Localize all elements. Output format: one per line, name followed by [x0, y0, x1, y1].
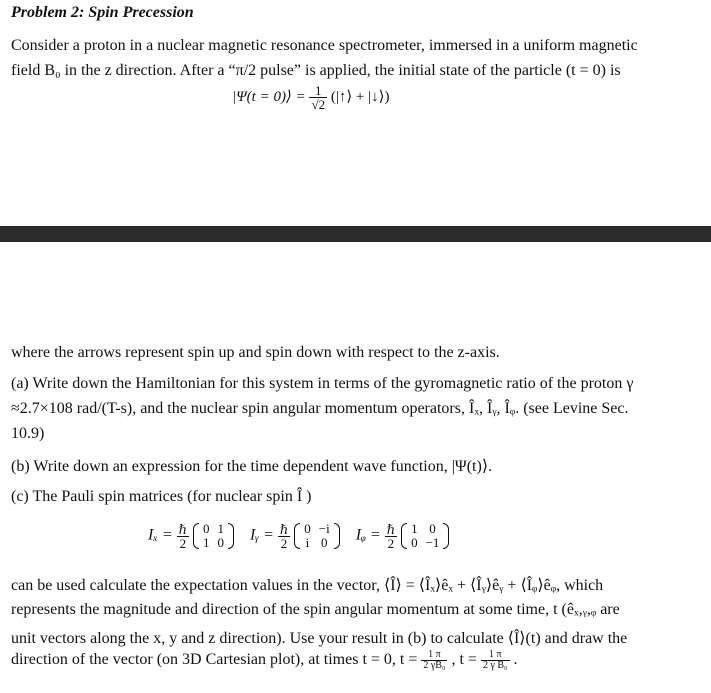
matrix-iz-d: −1 — [425, 535, 440, 550]
matrix-iz-label: Iᵩ = — [355, 526, 381, 544]
expectation-line-1: can be used calculate the expectation values in the vector, ⟨Î⟩ = ⟨Îₓ⟩êₓ + ⟨Îᵧ⟩êᵧ + ⟨Îᵩ⟩êᵩ, which — [11, 577, 604, 594]
pauli-matrices — [148, 522, 449, 550]
time1-den: 2 γB₀ — [423, 660, 446, 671]
matrix-iz-frac — [385, 523, 397, 550]
initial-state-equation — [232, 84, 390, 111]
matrix-ix-b: 1 — [217, 521, 225, 536]
matrix-ix-hbar: ℏ — [178, 521, 188, 537]
time1-fraction — [421, 650, 447, 671]
matrix-iy-body — [294, 522, 339, 550]
matrix-ix-c: 1 — [203, 535, 210, 550]
matrix-iz-hbar: ℏ — [386, 521, 396, 537]
matrix-iy-d: 0 — [320, 535, 328, 550]
expectation-line-4 — [11, 650, 518, 671]
line4-comma: , t = — [451, 651, 477, 669]
matrix-iy-a: 0 — [304, 521, 311, 536]
part-a-line-2: ≈2.7×108 rad/(T-s), and the nuclear spin angular momentum operators, Îₓ, Îᵧ, Îᵩ. (see Levine Sec. — [11, 400, 629, 417]
matrix-ix-frac — [177, 523, 189, 550]
state-lhs: |Ψ(t = 0)⟩ = — [232, 88, 306, 105]
time2-num: 1 π — [481, 650, 510, 661]
time2-fraction — [481, 650, 510, 671]
matrix-iz-c: 0 — [411, 535, 418, 550]
state-frac-den: √2 — [311, 97, 326, 112]
intro-line-1: Consider a proton in a nuclear magnetic resonance spectrometer, immersed in a uniform magnetic — [11, 37, 638, 54]
intro-line-2: field B₀ in the z direction. After a “π/2 pulse” is applied, the initial state of the particle (t = 0) is — [11, 62, 621, 79]
matrix-ix — [148, 522, 234, 550]
matrix-ix-a: 0 — [203, 521, 210, 536]
matrix-iz-b: 0 — [429, 521, 436, 536]
part-c-line: (c) The Pauli spin matrices (for nuclear spin Î ) — [11, 488, 312, 505]
state-rhs: (|↑⟩ + |↓⟩) — [330, 88, 390, 105]
page-divider — [0, 226, 711, 242]
matrix-iy — [250, 522, 340, 550]
matrix-ix-two: 2 — [179, 535, 187, 551]
matrix-iz-two: 2 — [387, 535, 395, 551]
part-a-line-3: 10.9) — [11, 425, 45, 442]
matrix-iy-label: Iᵧ = — [250, 526, 274, 544]
expectation-line-3: unit vectors along the x, y and z direction). Use your result in (b) to calculate ⟨Î⟩(t) and draw the — [11, 630, 628, 647]
matrix-iy-c: i — [305, 535, 310, 550]
matrix-ix-d: 0 — [217, 535, 225, 550]
state-fraction — [309, 84, 327, 111]
matrix-iz-a: 1 — [411, 521, 418, 536]
matrix-ix-label: Iₓ = — [148, 526, 173, 544]
matrix-ix-body — [193, 522, 234, 550]
line4-period: . — [513, 651, 518, 669]
time1-num: 1 π — [421, 650, 447, 661]
line4-start: direction of the vector (on 3D Cartesian plot), at times t = 0, t = — [11, 651, 418, 669]
time2-den: 2 γ B₀ — [482, 660, 508, 671]
matrix-iy-two: 2 — [280, 535, 288, 551]
matrix-iy-b: −i — [318, 521, 330, 536]
part-a-line-1: (a) Write down the Hamiltonian for this system in terms of the gyromagnetic ratio of the proton γ — [11, 375, 634, 392]
matrix-iy-frac — [278, 523, 290, 550]
state-frac-num: 1 — [309, 84, 327, 98]
matrix-iz-body — [401, 522, 449, 550]
expectation-line-2: represents the magnitude and direction of the spin angular momentum at some time, t (êₓ,ᵧ,ᵩ are — [11, 601, 620, 618]
matrix-iz — [356, 522, 450, 550]
problem-title: Problem 2: Spin Precession — [11, 4, 194, 21]
matrix-iy-hbar: ℏ — [279, 521, 289, 537]
arrows-line: where the arrows represent spin up and spin down with respect to the z-axis. — [11, 344, 500, 361]
part-b-line: (b) Write down an expression for the time dependent wave function, |Ψ(t)⟩. — [11, 458, 493, 475]
